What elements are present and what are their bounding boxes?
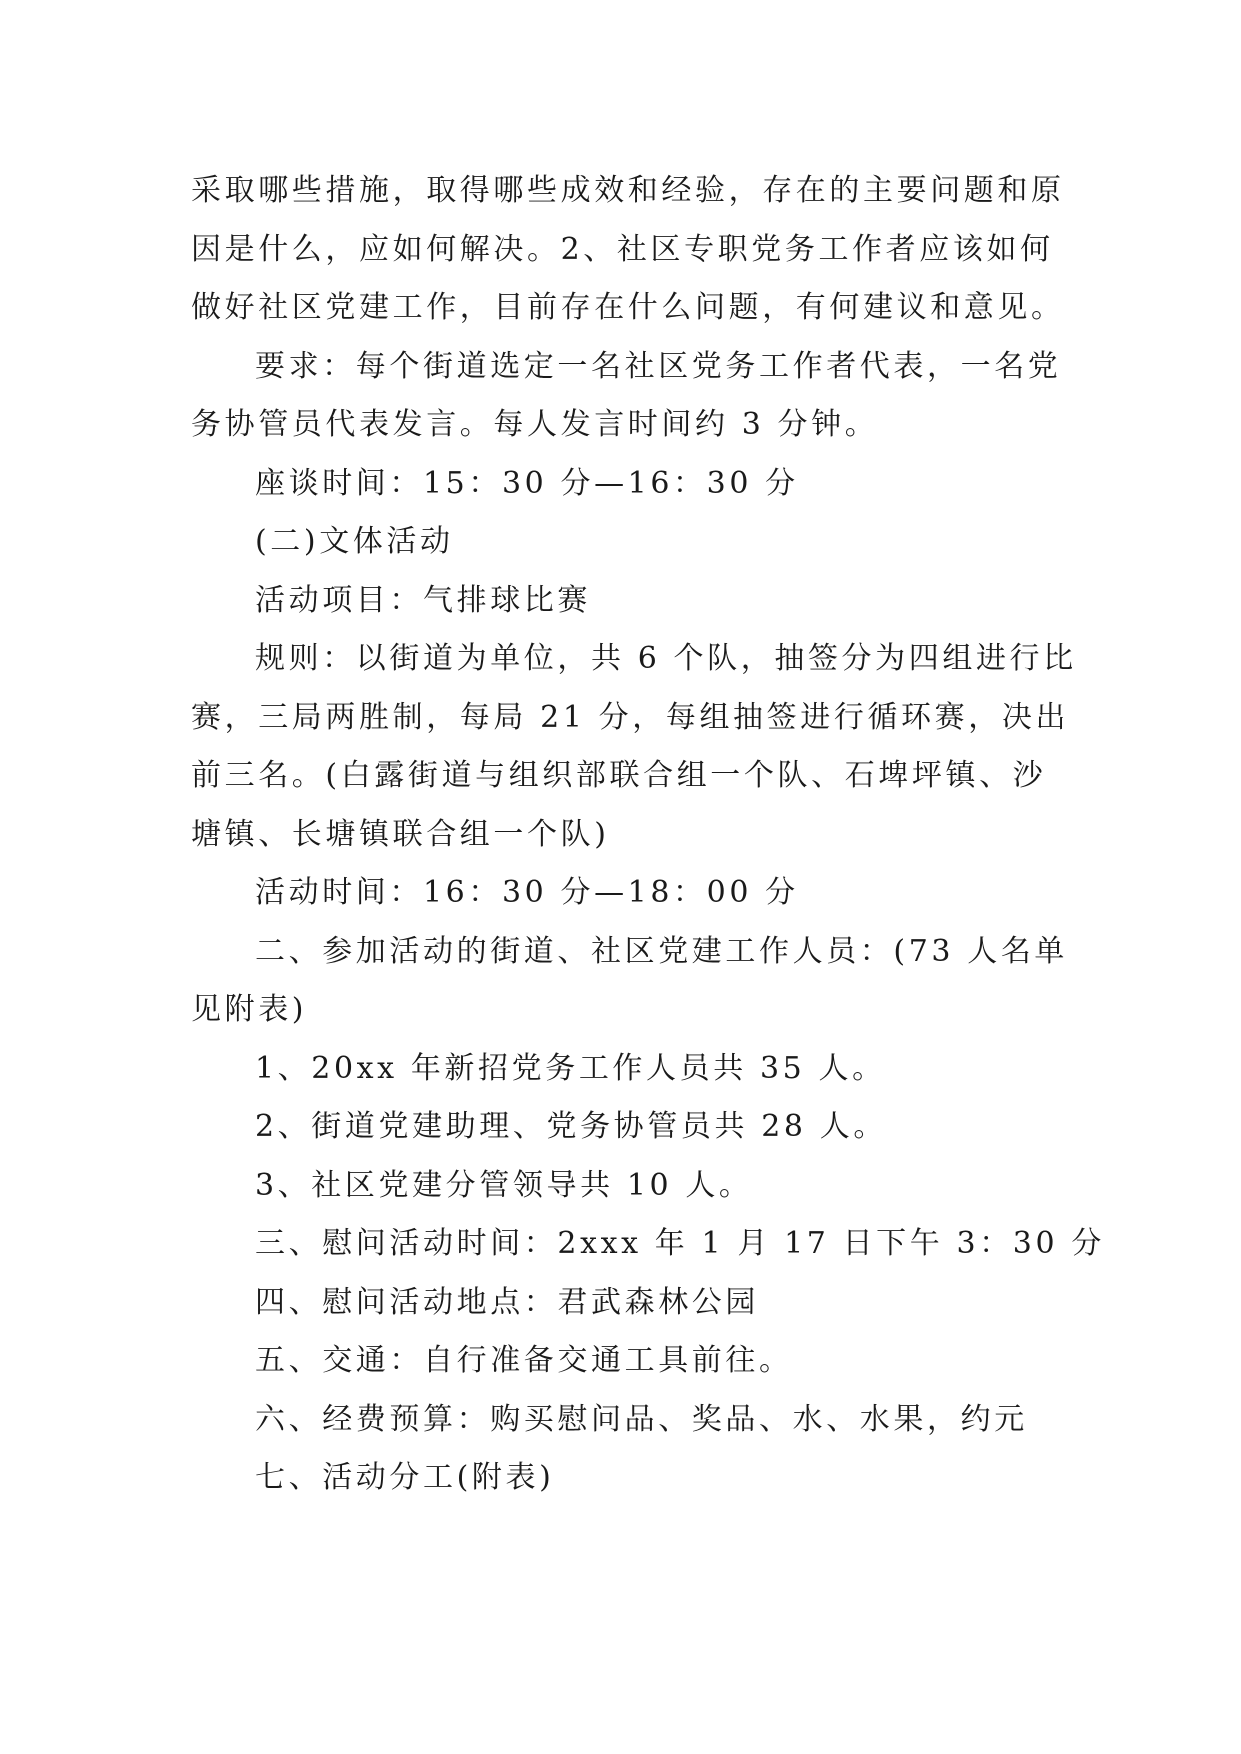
text-line: 规则：以街道为单位，共 6 个队，抽签分为四组进行比 [255, 641, 1077, 676]
list-item: 2、街道党建助理、党务协管员共 28 人。 [255, 1109, 887, 1144]
section-heading: (二)文体活动 [255, 524, 454, 559]
text-line: 活动时间：16：30 分—18：00 分 [255, 875, 799, 910]
text-line: 前三名。(白露街道与组织部联合组一个队、石埤坪镇、沙 [191, 758, 1047, 793]
text-line: 做好社区党建工作，目前存在什么问题，有何建议和意见。 [191, 290, 1065, 325]
text-line: 因是什么，应如何解决。2、社区专职党务工作者应该如何 [191, 231, 1054, 267]
document-body [191, 162, 1105, 1508]
section-heading: 六、经费预算：购买慰问品、奖品、水、水果，约元 [255, 1401, 1028, 1437]
section-heading: 三、慰问活动时间：2xxx 年 1 月 17 日下午 3：30 分 [255, 1226, 1105, 1261]
text-line: 务协管员代表发言。每人发言时间约 3 分钟。 [191, 407, 879, 442]
section-heading: 五、交通：自行准备交通工具前往。 [255, 1343, 793, 1378]
text-line: 要求：每个街道选定一名社区党务工作者代表，一名党 [255, 348, 1062, 384]
list-item: 3、社区党建分管领导共 10 人。 [255, 1167, 753, 1203]
section-heading: 二、参加活动的街道、社区党建工作人员：(73 人名单 [255, 933, 1069, 969]
section-heading: 七、活动分工(附表) [255, 1460, 555, 1495]
text-line: 采取哪些措施，取得哪些成效和经验，存在的主要问题和原 [191, 173, 1065, 208]
section-heading: 四、慰问活动地点：君武森林公园 [255, 1284, 759, 1320]
text-line: 见附表) [191, 992, 308, 1027]
text-line: 座谈时间：15：30 分—16：30 分 [255, 465, 799, 501]
text-line: 塘镇、长塘镇联合组一个队) [191, 816, 610, 852]
text-line: 赛，三局两胜制，每局 21 分，每组抽签进行循环赛，决出 [191, 699, 1070, 735]
list-item: 1、20xx 年新招党务工作人员共 35 人。 [255, 1050, 886, 1086]
text-line: 活动项目：气排球比赛 [255, 582, 591, 618]
